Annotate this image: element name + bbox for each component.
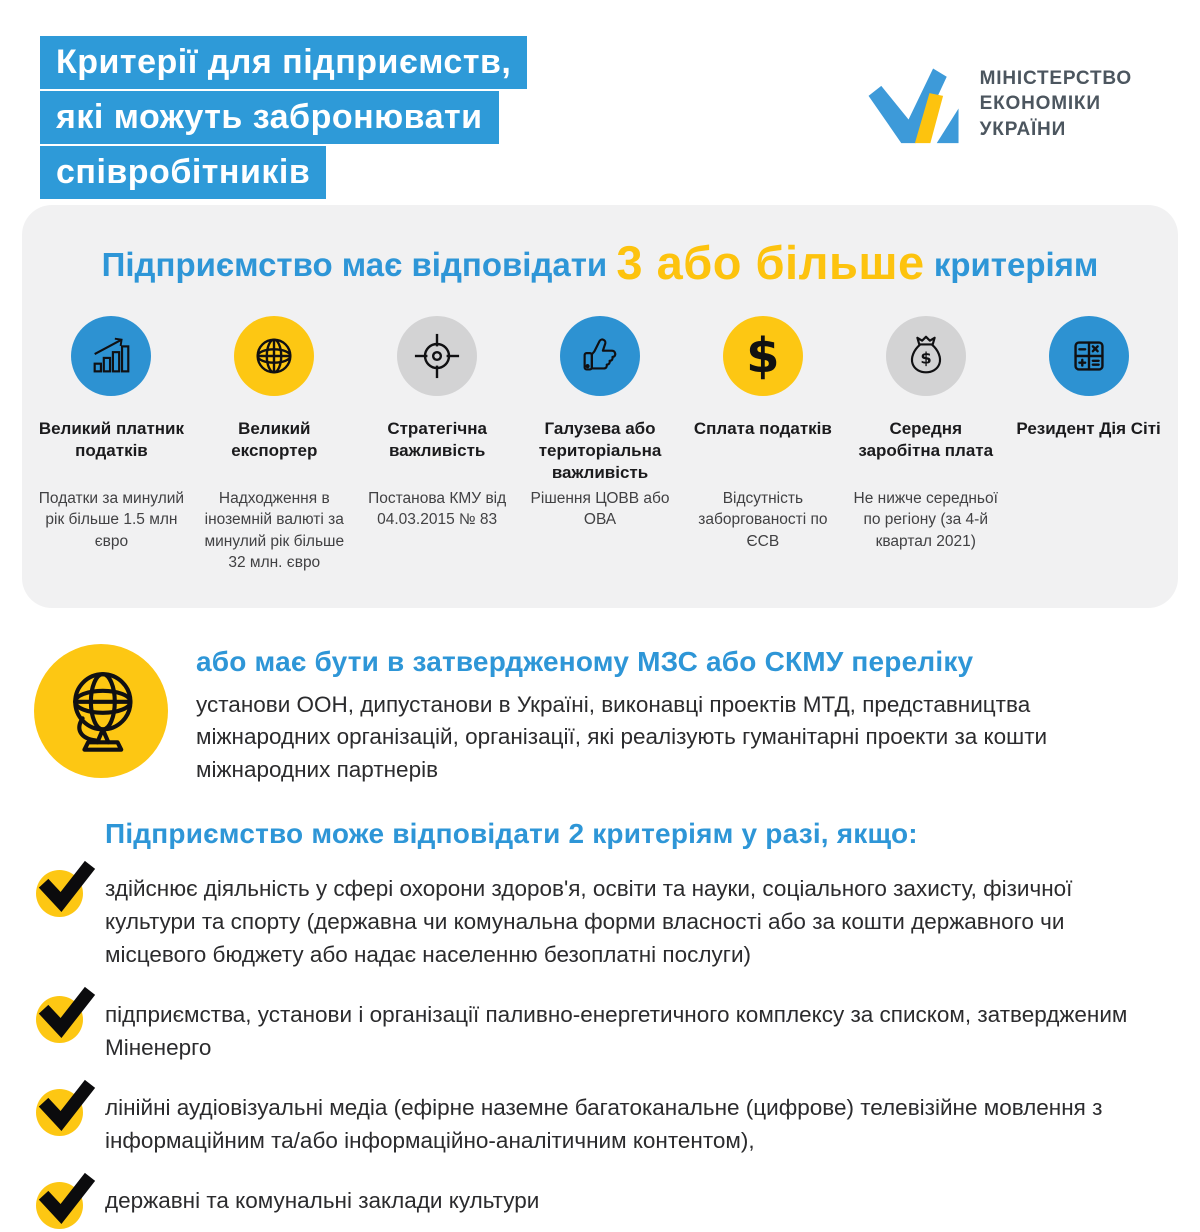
criterion-title: Великий платник податків [38, 419, 185, 461]
criterion-title: Стратегічна важливість [387, 419, 487, 461]
criteria-panel [22, 205, 1178, 608]
heading-highlight: 3 або більше [616, 236, 925, 289]
globe-icon [234, 316, 314, 396]
criteria-panel-heading [30, 235, 1170, 290]
criterion-title: Резидент Дія Сіті [1016, 419, 1161, 438]
criterion-desc: Постанова КМУ від 04.03.2015 № 83 [368, 490, 507, 529]
ministry-logo-mark-icon [864, 62, 964, 146]
growth-chart-icon [71, 316, 151, 396]
criterion-title: Середня заробітна плата [858, 419, 994, 461]
criterion-desc: Податки за минулий рік більше 1.5 млн євро [38, 490, 185, 550]
criterion-big-taxpayer [30, 316, 193, 574]
criterion-sectoral-importance [519, 316, 682, 574]
criterion-desc: Відсутність заборгованості по ЄСВ [698, 490, 828, 550]
ministry-name-line-3: УКРАЇНИ [979, 118, 1067, 140]
page-title-line-2: які можуть забронювати [40, 91, 499, 144]
approved-list-section [0, 642, 1200, 792]
page-title [40, 36, 527, 201]
list-item-text: підприємства, установи і організації паливно-енергетичного комплексу за списком, затвердженим Міненерго [105, 1001, 1128, 1060]
money-bag-icon [886, 316, 966, 396]
criteria-grid [30, 316, 1170, 574]
criterion-diia-city-resident [1007, 316, 1170, 574]
criterion-title: Галузева або територіальна важливість [538, 419, 662, 483]
two-criteria-section [0, 818, 1200, 1232]
check-icon [36, 1182, 83, 1229]
ministry-logo [864, 62, 1132, 146]
svg-text:$: $ [920, 348, 932, 368]
criterion-title: Великий експортер [231, 419, 318, 461]
ministry-name [980, 66, 1132, 143]
heading-prefix: Підприємство має відповідати [101, 246, 608, 283]
approved-list-body: установи ООН, дипустанови в Україні, виконавці проектів МТД, представництва міжнародних організацій, організації, які реалізують гуманітарні проекти за кошти міжнародних партнерів [196, 691, 1048, 783]
list-item [105, 1091, 1160, 1157]
criterion-desc: Надходження в іноземній валюті за минулий рік більше 32 млн. євро [204, 490, 345, 572]
list-item-text: здійснює діяльність у сфері охорони здоров'я, освіти та науки, соціального захисту, фізичної культури та спорту (державна чи комунальна форми власності або за кошти державного чи місцевого бюджету або надає населенню безоплатні послуги) [105, 875, 1073, 967]
ministry-name-line-1: МІНІСТЕРСТВО [979, 67, 1132, 89]
two-criteria-list [105, 872, 1160, 1232]
ministry-name-line-2: ЕКОНОМІКИ [979, 93, 1101, 115]
check-icon [36, 870, 83, 917]
approved-list-heading: або має бути в затвердженому МЗС або СКМУ переліку [196, 645, 974, 677]
two-criteria-heading: Підприємство може відповідати 2 критеріям у разі, якщо: [105, 817, 918, 849]
list-item [105, 1184, 1160, 1232]
list-item-text: державні та комунальні заклади культури [105, 1187, 540, 1213]
criterion-desc: Рішення ЦОВВ або ОВА [530, 490, 670, 529]
page-title-line-3: співробітників [40, 146, 326, 199]
list-item-text: лінійні аудіовізуальні медіа (ефірне наземне багатоканальне (цифрове) телевізійне мовлення з інформаційним та/або інформаційно-аналітичним контентом), [105, 1094, 1103, 1153]
check-icon [36, 996, 83, 1043]
page-title-line-1: Критерії для підприємств, [40, 36, 527, 89]
desk-globe-icon [34, 644, 168, 778]
list-item [105, 872, 1160, 971]
criterion-desc: Не нижче середньої по регіону (за 4-й квартал 2021) [853, 490, 998, 550]
page-header [0, 0, 1200, 205]
criterion-title: Сплата податків [693, 419, 832, 438]
dollar-icon: $ [723, 316, 803, 396]
criterion-tax-payment [681, 316, 844, 574]
criterion-strategic-importance [356, 316, 519, 574]
calculator-icon [1049, 316, 1129, 396]
heading-suffix: критеріям [933, 246, 1099, 283]
criterion-big-exporter [193, 316, 356, 574]
target-icon [397, 316, 477, 396]
check-icon [36, 1089, 83, 1136]
criterion-average-salary [844, 316, 1007, 574]
thumbs-up-icon [560, 316, 640, 396]
list-item [105, 998, 1160, 1064]
